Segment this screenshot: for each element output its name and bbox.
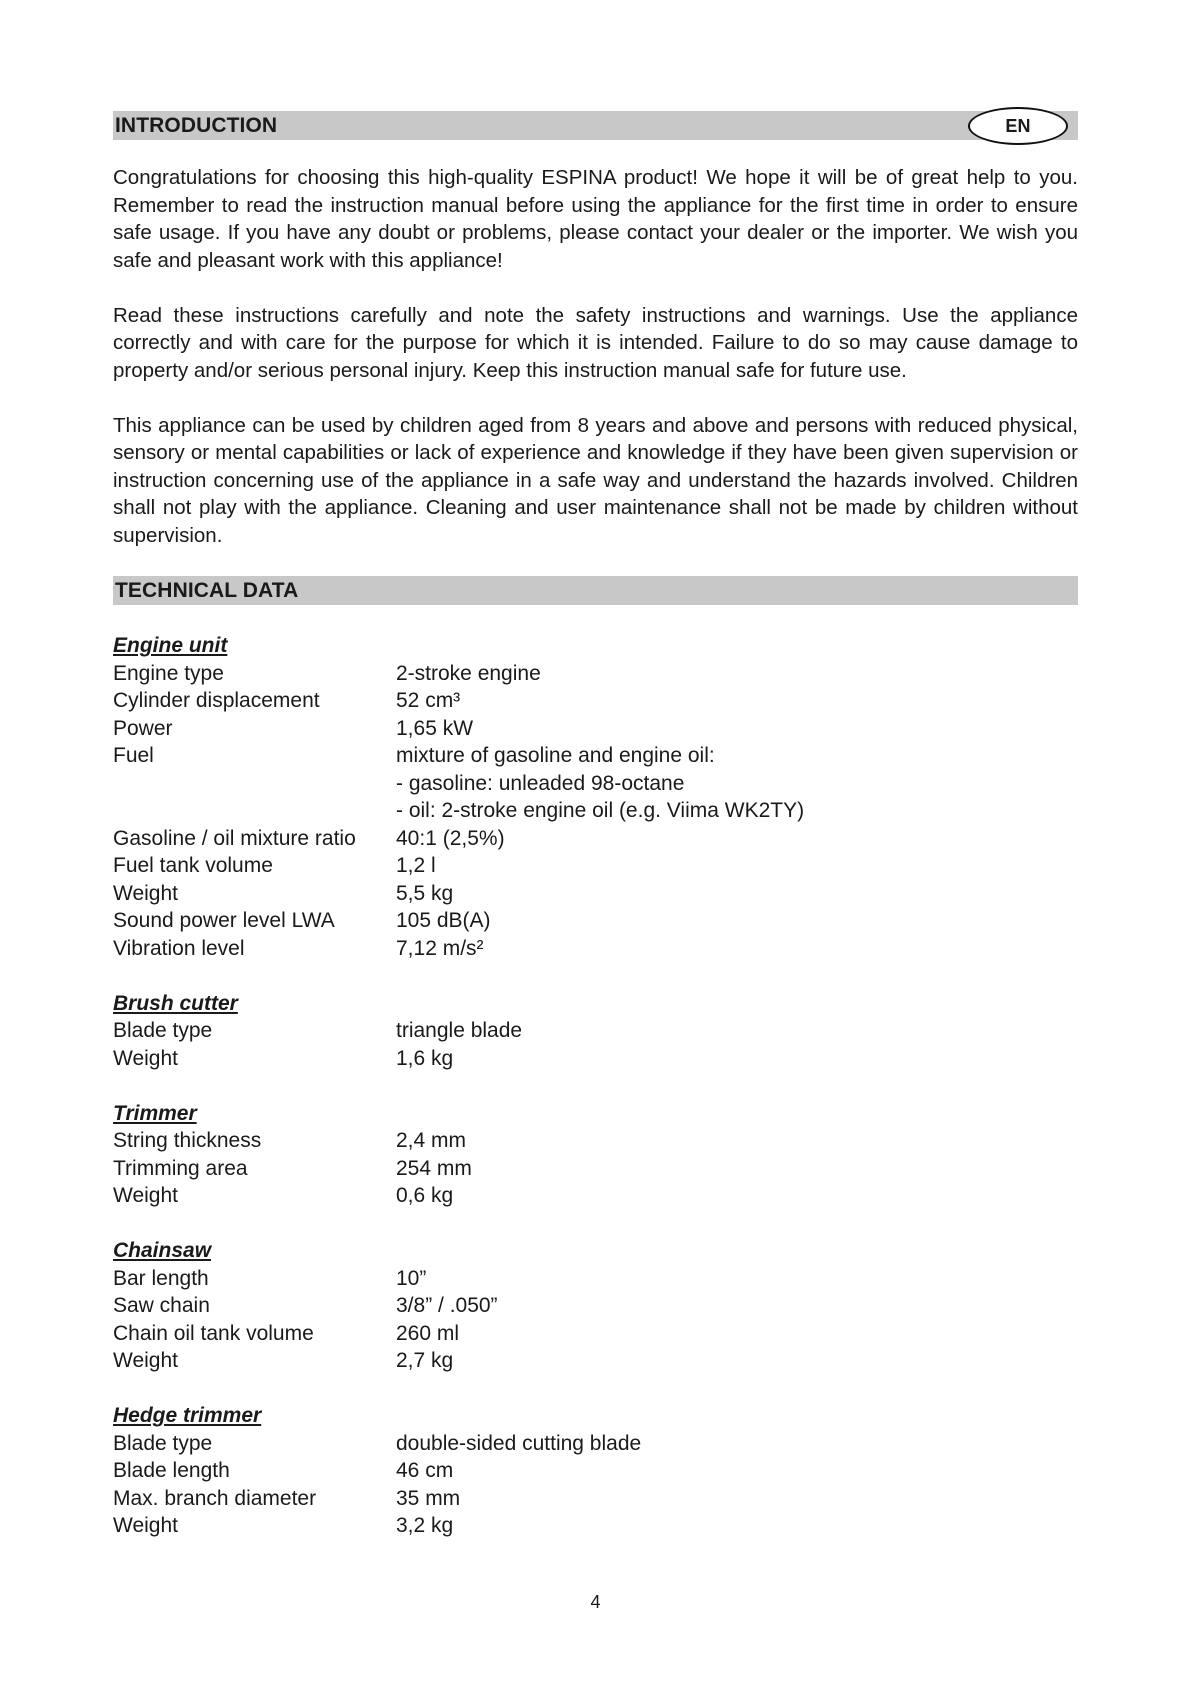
spec-row <box>113 1320 1078 1348</box>
spec-value-text: 260 ml <box>396 1321 460 1345</box>
spec-label: Weight <box>113 1046 178 1070</box>
spec-row <box>113 1045 1078 1073</box>
spec-value-text: 1,6 kg <box>396 1046 454 1070</box>
spec-value-text: mixture of gasoline and engine oil: <box>396 744 715 767</box>
spec-group-title: Brush cutter <box>113 991 238 1015</box>
spec-value-text: 5,5 kg <box>396 881 454 905</box>
spec-label: Weight <box>113 881 178 905</box>
spec-row <box>113 1155 1078 1183</box>
spec-value-text: 40:1 (2,5%) <box>396 826 505 850</box>
spec-label: Blade type <box>113 1019 213 1042</box>
spec-label: Fuel tank volume <box>113 854 273 877</box>
spec-group <box>113 632 1078 962</box>
spec-value <box>396 935 1078 963</box>
spec-value-text: double-sided cutting blade <box>396 1431 642 1455</box>
spec-value-text: 1,2 l <box>396 854 436 877</box>
spec-row <box>113 1347 1078 1375</box>
spec-value <box>396 1265 1078 1293</box>
spec-label: Gasoline / oil mixture ratio <box>113 826 356 850</box>
spec-row <box>113 1457 1078 1485</box>
spec-label: Sound power level LWA <box>113 909 335 932</box>
manual-page <box>113 111 1078 1540</box>
spec-label: Cylinder displacement <box>113 689 320 712</box>
spec-value-text: 254 mm <box>396 1156 472 1180</box>
language-code: EN <box>1005 116 1031 136</box>
spec-group-title: Hedge trimmer <box>113 1404 262 1427</box>
spec-value-text: 105 dB(A) <box>396 909 491 932</box>
technical-data-table <box>113 632 1078 1540</box>
page-number: 4 <box>590 1592 601 1612</box>
spec-value <box>396 742 1078 825</box>
spec-group <box>113 990 1078 1073</box>
spec-row <box>113 687 1078 715</box>
spec-row <box>113 907 1078 935</box>
intro-paragraph: Congratulations for choosing this high-quality ESPINA product! We hope it will be of great help to you. Remember to read the instruction manual before using the appliance for the first time in order to ensure safe usage. If you have any doubt or problems, please contact your dealer or the importer. We wish you safe and pleasant work with this appliance! <box>113 166 1078 272</box>
spec-label: Max. branch diameter <box>113 1486 317 1510</box>
spec-row <box>113 1017 1078 1045</box>
spec-value <box>396 1347 1078 1375</box>
spec-row <box>113 660 1078 688</box>
spec-row <box>113 1265 1078 1293</box>
spec-value <box>396 1292 1078 1320</box>
technical-data-heading-bar <box>113 576 1078 605</box>
spec-value <box>396 907 1078 935</box>
spec-value-text: 1,65 kW <box>396 716 474 740</box>
spec-value-text: 0,6 kg <box>396 1184 454 1207</box>
spec-label: Chain oil tank volume <box>113 1321 314 1345</box>
spec-value <box>396 660 1078 688</box>
spec-label: String thickness <box>113 1129 262 1152</box>
spec-value-text: 3/8” / .050” <box>396 1294 498 1317</box>
spec-group-title: Chainsaw <box>113 1239 212 1262</box>
spec-value-text: 35 mm <box>396 1486 461 1510</box>
language-badge <box>968 107 1068 145</box>
spec-label: Weight <box>113 1514 178 1537</box>
spec-row <box>113 1430 1078 1458</box>
spec-value <box>396 1017 1078 1045</box>
spec-value-text: 7,12 m/s² <box>396 936 484 960</box>
spec-value-text: 2,4 mm <box>396 1129 467 1152</box>
spec-value-text: 3,2 kg <box>396 1514 454 1537</box>
spec-value <box>396 687 1078 715</box>
spec-value <box>396 825 1078 853</box>
spec-label: Weight <box>113 1349 178 1372</box>
spec-label: Trimming area <box>113 1156 248 1180</box>
spec-label: Blade length <box>113 1459 230 1482</box>
spec-label: Saw chain <box>113 1294 210 1317</box>
spec-value-text: 2,7 kg <box>396 1349 454 1372</box>
spec-value <box>396 1430 1078 1458</box>
spec-group <box>113 1100 1078 1210</box>
spec-value <box>396 715 1078 743</box>
spec-value-text: 46 cm <box>396 1459 454 1482</box>
spec-label: Bar length <box>113 1266 209 1290</box>
spec-value <box>396 852 1078 880</box>
intro-paragraph: This appliance can be used by children aged from 8 years and above and persons with reduced physical, sensory or mental capabilities or lack of experience and knowledge if they have been given supervision or instruction concerning use of the appliance in a safe way and understand the hazards involved. Children shall not play with the appliance. Cleaning and user maintenance shall not be made by children without supervision. <box>113 413 1078 547</box>
spec-value <box>396 1045 1078 1073</box>
spec-value <box>396 1182 1078 1210</box>
spec-row <box>113 880 1078 908</box>
spec-value <box>396 880 1078 908</box>
spec-value <box>396 1155 1078 1183</box>
introduction-heading-bar <box>113 111 1078 140</box>
spec-value <box>396 1485 1078 1513</box>
spec-group <box>113 1237 1078 1375</box>
spec-row <box>113 742 1078 825</box>
spec-group <box>113 1402 1078 1540</box>
spec-label: Power <box>113 716 173 740</box>
spec-group-title: Trimmer <box>113 1101 197 1125</box>
spec-label: Fuel <box>113 744 154 767</box>
spec-value <box>396 1320 1078 1348</box>
spec-row <box>113 852 1078 880</box>
spec-value-text: 10” <box>396 1266 427 1290</box>
spec-label: Weight <box>113 1184 178 1207</box>
spec-row <box>113 1182 1078 1210</box>
spec-value-text: triangle blade <box>396 1019 523 1042</box>
spec-value <box>396 1457 1078 1485</box>
spec-row <box>113 1127 1078 1155</box>
spec-value <box>396 1127 1078 1155</box>
spec-row <box>113 825 1078 853</box>
spec-row <box>113 935 1078 963</box>
spec-row <box>113 1485 1078 1513</box>
introduction-text <box>113 164 1078 549</box>
technical-data-heading: TECHNICAL DATA <box>115 579 299 602</box>
spec-row <box>113 1292 1078 1320</box>
spec-label: Engine type <box>113 661 224 685</box>
spec-row <box>113 1512 1078 1540</box>
spec-value-text: 2-stroke engine <box>396 661 541 685</box>
spec-value-text: 52 cm³ <box>396 689 461 712</box>
spec-row <box>113 715 1078 743</box>
spec-label: Blade type <box>113 1431 213 1455</box>
spec-group-title: Engine unit <box>113 634 228 657</box>
introduction-heading: INTRODUCTION <box>115 114 278 137</box>
spec-value-detail: - oil: 2-stroke engine oil (e.g. Viima WK2TY) <box>396 799 805 822</box>
spec-label: Vibration level <box>113 936 245 960</box>
intro-paragraph: Read these instructions carefully and note the safety instructions and warnings. Use the appliance correctly and with care for the purpose for which it is intended. Failure to do so may cause damage to property and/or serious personal injury. Keep this instruction manual safe for future use. <box>113 303 1078 382</box>
spec-value <box>396 1512 1078 1540</box>
spec-value-detail: - gasoline: unleaded 98-octane <box>396 771 685 795</box>
